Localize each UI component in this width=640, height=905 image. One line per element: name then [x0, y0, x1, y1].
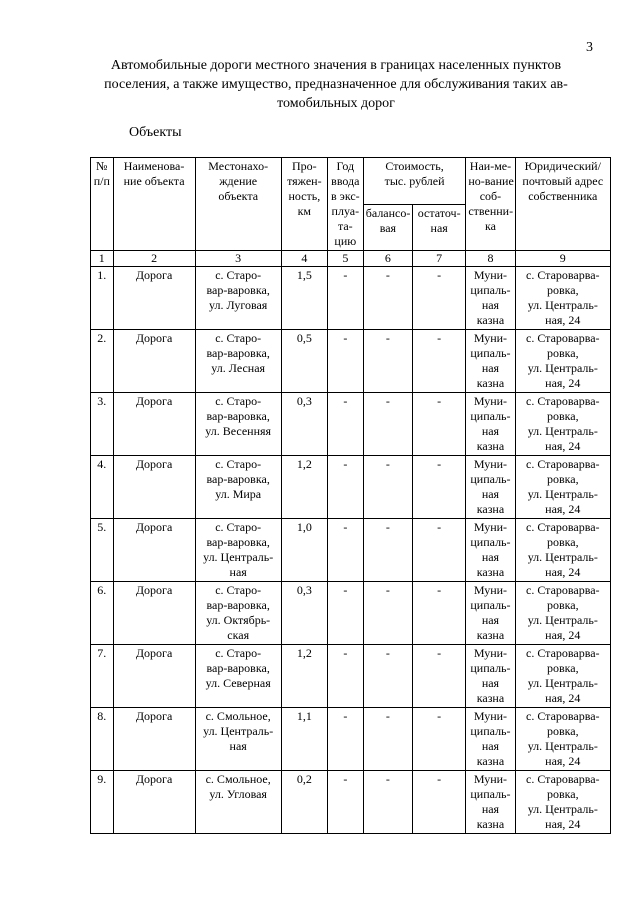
cell-line: Муни-	[473, 394, 508, 408]
cell-line: ная, 24	[545, 817, 581, 831]
title-line: томобильных дорог	[277, 96, 395, 111]
cell-line: Муни-	[473, 772, 508, 786]
residual-cost-cell: -	[413, 330, 466, 393]
cell-line: Муни-	[473, 583, 508, 597]
cell-line: ная	[481, 424, 500, 438]
address-cell	[515, 519, 610, 582]
cell-line: вар-варовка,	[206, 283, 270, 297]
cell-line: ка	[484, 219, 496, 233]
owner-cell	[466, 456, 515, 519]
address-cell	[515, 393, 610, 456]
object-name-cell: Дорога	[113, 771, 195, 834]
cell-line: ул. Угловая	[209, 787, 267, 801]
length-cell: 1,2	[281, 456, 327, 519]
table-row	[91, 519, 611, 582]
cell-line: ная	[481, 298, 500, 312]
cell-line: ровка,	[546, 787, 579, 801]
residual-cost-cell: -	[413, 771, 466, 834]
location-cell	[195, 267, 281, 330]
cell-line: ровка,	[546, 472, 579, 486]
header-object-name	[113, 158, 195, 251]
cell-line: с. Староварва-	[526, 268, 600, 282]
year-cell: -	[327, 582, 363, 645]
cell-line: №	[96, 159, 108, 173]
cell-line: ул. Централь-	[527, 739, 598, 753]
cell-line: казна	[476, 628, 505, 642]
cell-line: но-вание	[468, 174, 514, 188]
cell-line: в экс-	[331, 189, 360, 203]
row-number-cell: 7.	[91, 645, 114, 708]
cell-line: ждение	[219, 174, 258, 188]
header-location	[195, 158, 281, 251]
length-cell: 0,3	[281, 393, 327, 456]
object-name-cell: Дорога	[113, 645, 195, 708]
cell-line: ная, 24	[545, 565, 581, 579]
column-number-cell: 6	[363, 251, 412, 267]
cell-line: с. Смольное,	[205, 772, 271, 786]
year-cell: -	[327, 519, 363, 582]
title-line: поселения, а также имущество, предназначенное для обслуживания таких ав-	[104, 77, 568, 92]
cell-line: с. Смольное,	[205, 709, 271, 723]
cell-line: соб-	[479, 189, 502, 203]
cell-line: ул. Луговая	[209, 298, 268, 312]
cell-line: с. Староварва-	[526, 646, 600, 660]
location-cell	[195, 645, 281, 708]
cell-line: цию	[334, 234, 357, 248]
balance-cost-cell: -	[363, 519, 412, 582]
row-number-cell: 3.	[91, 393, 114, 456]
cell-line: с. Старо-	[215, 394, 262, 408]
cell-line: с. Староварва-	[526, 520, 600, 534]
objects-table	[90, 157, 611, 834]
owner-cell	[466, 267, 515, 330]
cell-line: ровка,	[546, 409, 579, 423]
cell-line: казна	[476, 502, 505, 516]
cell-line: ровка,	[546, 661, 579, 675]
cell-line: ципаль-	[470, 472, 511, 486]
object-name-cell: Дорога	[113, 267, 195, 330]
cell-line: ная	[430, 220, 448, 235]
column-number-cell: 5	[327, 251, 363, 267]
column-number-cell: 3	[195, 251, 281, 267]
location-cell	[195, 330, 281, 393]
title-line: Автомобильные дороги местного значения в границах населенных пунктов	[110, 58, 562, 73]
length-cell: 0,2	[281, 771, 327, 834]
cell-line: км	[297, 204, 312, 218]
location-cell	[195, 393, 281, 456]
cell-line: ул. Октябрь-	[206, 613, 271, 627]
section-title: Объекты	[129, 125, 182, 140]
table-row	[91, 267, 611, 330]
cell-line: ципаль-	[470, 661, 511, 675]
year-cell: -	[327, 393, 363, 456]
table-row	[91, 771, 611, 834]
document-title	[60, 56, 612, 113]
residual-cost-cell: -	[413, 519, 466, 582]
cell-line: Наи-ме-	[469, 159, 512, 173]
cell-line: с. Староварва-	[526, 394, 600, 408]
balance-cost-cell: -	[363, 393, 412, 456]
cell-line: казна	[476, 439, 505, 453]
cell-line: вар-варовка,	[206, 598, 270, 612]
residual-cost-cell: -	[413, 645, 466, 708]
cell-line: ул. Централь-	[527, 802, 598, 816]
column-number-cell: 8	[466, 251, 515, 267]
address-cell	[515, 582, 610, 645]
cell-line: Стоимость,	[385, 159, 444, 173]
page-number: 3	[586, 40, 593, 55]
cell-line: ная	[481, 487, 500, 501]
cell-line: с. Староварва-	[526, 331, 600, 345]
cell-line: плуа-	[331, 204, 360, 218]
object-name-cell: Дорога	[113, 519, 195, 582]
cell-line: ная	[481, 361, 500, 375]
length-cell: 0,5	[281, 330, 327, 393]
balance-cost-cell: -	[363, 267, 412, 330]
cell-line: казна	[476, 817, 505, 831]
year-cell: -	[327, 267, 363, 330]
cell-line: ская	[227, 628, 250, 642]
year-cell: -	[327, 708, 363, 771]
object-name-cell: Дорога	[113, 330, 195, 393]
cell-line: казна	[476, 565, 505, 579]
cell-line: с. Староварва-	[526, 709, 600, 723]
cell-line: Муни-	[473, 457, 508, 471]
header-number	[91, 158, 114, 251]
cell-line: Наименова-	[123, 159, 185, 173]
cell-line: ципаль-	[470, 346, 511, 360]
cell-line: казна	[476, 754, 505, 768]
cell-line: ул. Централь-	[527, 550, 598, 564]
cell-line: ул. Централь-	[527, 424, 598, 438]
year-cell: -	[327, 645, 363, 708]
cell-line: ул. Централь-	[527, 676, 598, 690]
cell-line: с. Староварва-	[526, 772, 600, 786]
header-residual	[413, 204, 466, 251]
cell-line: вар-варовка,	[206, 661, 270, 675]
row-number-cell: 6.	[91, 582, 114, 645]
cell-line: Муни-	[473, 520, 508, 534]
cell-line: объекта	[218, 189, 259, 203]
residual-cost-cell: -	[413, 456, 466, 519]
cell-line: ная	[229, 565, 247, 579]
cell-line: ная	[481, 676, 500, 690]
balance-cost-cell: -	[363, 330, 412, 393]
cell-line: казна	[476, 691, 505, 705]
owner-cell	[466, 519, 515, 582]
cell-line: с. Старо-	[215, 583, 262, 597]
column-number-row	[91, 251, 611, 267]
residual-cost-cell: -	[413, 267, 466, 330]
cell-line: ул. Мира	[215, 487, 262, 501]
table-row	[91, 582, 611, 645]
cell-line: с. Старо-	[215, 520, 262, 534]
cell-line: ципаль-	[470, 535, 511, 549]
cell-line: Муни-	[473, 646, 508, 660]
length-cell: 1,1	[281, 708, 327, 771]
row-number-cell: 4.	[91, 456, 114, 519]
balance-cost-cell: -	[363, 582, 412, 645]
cell-line: ципаль-	[470, 598, 511, 612]
owner-cell	[466, 330, 515, 393]
cell-line: ная	[481, 802, 500, 816]
cell-line: ципаль-	[470, 724, 511, 738]
owner-cell	[466, 771, 515, 834]
object-name-cell: Дорога	[113, 456, 195, 519]
header-cost	[363, 158, 466, 205]
cell-line: тяжен-	[287, 174, 322, 188]
cell-line: Местонахо-	[208, 159, 269, 173]
cell-line: ная, 24	[545, 628, 581, 642]
cell-line: ная	[481, 613, 500, 627]
header-year	[327, 158, 363, 251]
owner-cell	[466, 708, 515, 771]
cell-line: ная, 24	[545, 754, 581, 768]
cell-line: ул. Централь-	[527, 361, 598, 375]
address-cell	[515, 771, 610, 834]
location-cell	[195, 771, 281, 834]
cell-line: ул. Централь-	[203, 724, 274, 738]
address-cell	[515, 267, 610, 330]
cell-line: ровка,	[546, 598, 579, 612]
table-row	[91, 645, 611, 708]
cell-line: ципаль-	[470, 409, 511, 423]
row-number-cell: 9.	[91, 771, 114, 834]
cell-line: ровка,	[546, 346, 579, 360]
cell-line: ная, 24	[545, 376, 581, 390]
length-cell: 1,2	[281, 645, 327, 708]
header-address	[515, 158, 610, 251]
length-cell: 1,0	[281, 519, 327, 582]
residual-cost-cell: -	[413, 582, 466, 645]
cell-line: ние объекта	[123, 174, 185, 188]
owner-cell	[466, 645, 515, 708]
owner-cell	[466, 582, 515, 645]
cell-line: с. Старо-	[215, 268, 262, 282]
cell-line: ность,	[288, 189, 321, 203]
location-cell	[195, 582, 281, 645]
header-row	[91, 158, 611, 205]
cell-line: ул. Централь-	[203, 550, 274, 564]
cell-line: вар-варовка,	[206, 346, 270, 360]
cell-line: п/п	[93, 174, 110, 188]
cell-line: вар-варовка,	[206, 472, 270, 486]
balance-cost-cell: -	[363, 771, 412, 834]
year-cell: -	[327, 771, 363, 834]
cell-line: ул. Весенняя	[205, 424, 272, 438]
cell-line: ул. Централь-	[527, 613, 598, 627]
cell-line: ул. Централь-	[527, 298, 598, 312]
column-number-cell: 1	[91, 251, 114, 267]
address-cell	[515, 708, 610, 771]
cell-line: ровка,	[546, 535, 579, 549]
cell-line: Муни-	[473, 331, 508, 345]
cell-line: казна	[476, 376, 505, 390]
cell-line: тыс. рублей	[384, 174, 445, 188]
table-body	[91, 267, 611, 834]
row-number-cell: 1.	[91, 267, 114, 330]
cell-line: ул. Северная	[205, 676, 271, 690]
cell-line: ная, 24	[545, 439, 581, 453]
cell-line: ципаль-	[470, 787, 511, 801]
cell-line: почтовый адрес	[522, 174, 604, 188]
cell-line: с. Староварва-	[526, 457, 600, 471]
cell-line: Муни-	[473, 268, 508, 282]
object-name-cell: Дорога	[113, 582, 195, 645]
location-cell	[195, 456, 281, 519]
header-length	[281, 158, 327, 251]
year-cell: -	[327, 456, 363, 519]
address-cell	[515, 330, 610, 393]
cell-line: собственника	[528, 189, 598, 203]
table-row	[91, 330, 611, 393]
balance-cost-cell: -	[363, 645, 412, 708]
cell-line: ровка,	[546, 283, 579, 297]
cell-line: ровка,	[546, 724, 579, 738]
residual-cost-cell: -	[413, 708, 466, 771]
cell-line: балансо-	[365, 205, 411, 220]
cell-line: ная, 24	[545, 502, 581, 516]
cell-line: ная	[481, 739, 500, 753]
length-cell: 0,3	[281, 582, 327, 645]
cell-line: та-	[337, 219, 353, 233]
row-number-cell: 8.	[91, 708, 114, 771]
cell-line: вар-варовка,	[206, 535, 270, 549]
length-cell: 1,5	[281, 267, 327, 330]
object-name-cell: Дорога	[113, 393, 195, 456]
row-number-cell: 5.	[91, 519, 114, 582]
table-row	[91, 393, 611, 456]
column-number-cell: 9	[515, 251, 610, 267]
cell-line: ная	[229, 739, 247, 753]
header-owner	[466, 158, 515, 251]
row-number-cell: 2.	[91, 330, 114, 393]
cell-line: с. Староварва-	[526, 583, 600, 597]
column-number-cell: 4	[281, 251, 327, 267]
cell-line: ципаль-	[470, 283, 511, 297]
cell-line: с. Старо-	[215, 646, 262, 660]
column-number-cell: 2	[113, 251, 195, 267]
owner-cell	[466, 393, 515, 456]
table-row	[91, 456, 611, 519]
cell-line: ул. Централь-	[527, 487, 598, 501]
cell-line: ственни-	[468, 204, 514, 218]
cell-line: ул. Лесная	[211, 361, 266, 375]
cell-line: казна	[476, 313, 505, 327]
cell-line: ная	[481, 550, 500, 564]
location-cell	[195, 519, 281, 582]
cell-line: вая	[379, 220, 397, 235]
cell-line: Про-	[291, 159, 317, 173]
column-number-cell: 7	[413, 251, 466, 267]
cell-line: с. Старо-	[215, 331, 262, 345]
address-cell	[515, 456, 610, 519]
location-cell	[195, 708, 281, 771]
balance-cost-cell: -	[363, 708, 412, 771]
cell-line: вар-варовка,	[206, 409, 270, 423]
balance-cost-cell: -	[363, 456, 412, 519]
cell-line: с. Старо-	[215, 457, 262, 471]
object-name-cell: Дорога	[113, 708, 195, 771]
year-cell: -	[327, 330, 363, 393]
cell-line: ная, 24	[545, 313, 581, 327]
address-cell	[515, 645, 610, 708]
table-row	[91, 708, 611, 771]
cell-line: Юридический/	[524, 159, 601, 173]
header-balance	[363, 204, 412, 251]
residual-cost-cell: -	[413, 393, 466, 456]
cell-line: Муни-	[473, 709, 508, 723]
cell-line: остаточ-	[417, 205, 461, 220]
cell-line: ввода	[331, 174, 360, 188]
cell-line: Год	[336, 159, 355, 173]
cell-line: ная, 24	[545, 691, 581, 705]
